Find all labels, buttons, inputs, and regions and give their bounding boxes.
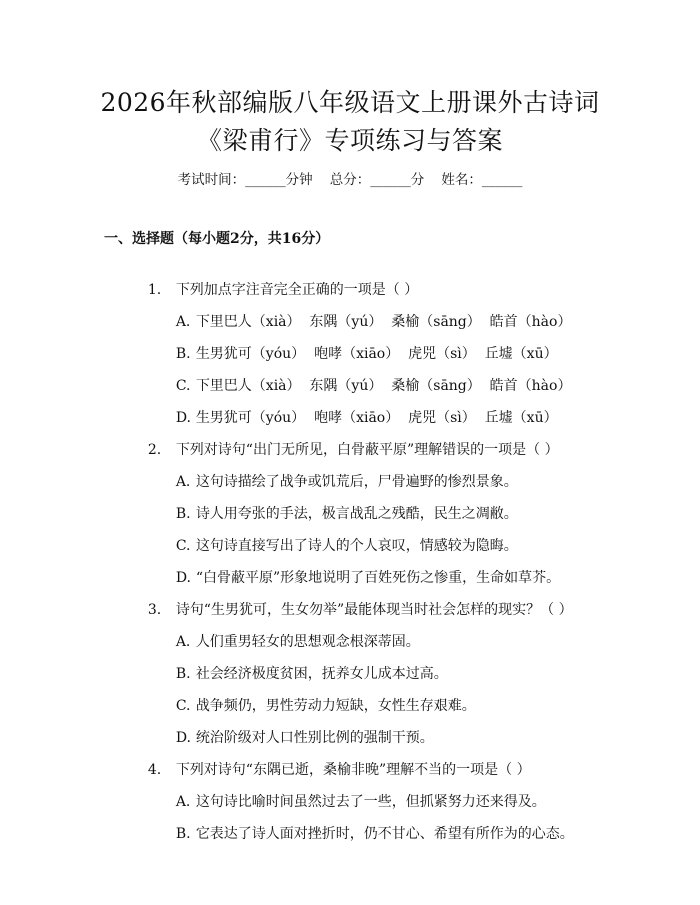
option-label: A. bbox=[175, 474, 191, 490]
option-text: 这句诗比喻时间虽然过去了一些，但抓紧努力还来得及。 bbox=[195, 794, 546, 810]
question-number: 1. bbox=[147, 282, 162, 298]
option-label: D. bbox=[175, 410, 191, 426]
option-label: B. bbox=[175, 506, 191, 522]
option-label: B. bbox=[175, 666, 191, 682]
question-number: 3. bbox=[147, 602, 162, 618]
option-4b bbox=[158, 804, 574, 864]
option-label: D. bbox=[175, 570, 191, 586]
option-label: A. bbox=[175, 314, 191, 330]
option-label: B. bbox=[175, 346, 191, 362]
option-text: 生男犹可（yóu） 咆哮（xiāo） 虎兕（sì） 丘墟（xū） bbox=[195, 346, 558, 362]
option-text: 战争频仍，男性劳动力短缺，女性生存艰难。 bbox=[195, 698, 476, 714]
option-label: C. bbox=[175, 698, 191, 714]
section-heading: 一、选择题（每小题2分，共16分） bbox=[104, 231, 330, 247]
document-title-line1: 2026年秋部编版八年级语文上册课外古诗词 bbox=[100, 88, 600, 117]
option-text: “白骨蔽平原”形象地说明了百姓死伤之惨重，生命如草芥。 bbox=[195, 570, 561, 586]
option-label: A. bbox=[175, 794, 191, 810]
question-stem: 下列加点字注音完全正确的一项是（ ） bbox=[175, 282, 419, 298]
option-text: 诗人用夸张的手法，极言战乱之残酷，民生之凋敝。 bbox=[195, 506, 518, 522]
option-label: C. bbox=[175, 538, 191, 554]
document-title-line2: 《梁甫行》专项练习与答案 bbox=[196, 126, 503, 155]
option-text: 人们重男轻女的思想观念根深蒂固。 bbox=[195, 634, 420, 650]
question-stem: 下列对诗句“东隅已逝，桑榆非晚”理解不当的一项是（ ） bbox=[175, 762, 531, 778]
option-text: 这句诗描绘了战争或饥荒后，尸骨遍野的惨烈景象。 bbox=[195, 474, 518, 490]
option-label: B. bbox=[175, 826, 191, 842]
question-stem: 诗句“生男犹可，生女勿举”最能体现当时社会怎样的现实？（ ） bbox=[175, 602, 573, 618]
option-text: 下里巴人（xià） 东隅（yú） 桑榆（sāng） 皓首（hào） bbox=[195, 378, 572, 394]
option-text: 社会经济极度贫困，抚养女儿成本过高。 bbox=[195, 666, 448, 682]
exam-meta-info: 考试时间：______分钟 总分：______分 姓名：______ bbox=[177, 172, 523, 188]
question-number: 4. bbox=[147, 762, 162, 778]
option-label: A. bbox=[175, 634, 191, 650]
option-text: 它表达了诗人面对挫折时，仍不甘心、希望有所作为的心态。 bbox=[195, 826, 574, 842]
question-stem: 下列对诗句“出门无所见，白骨蔽平原”理解错误的一项是（ ） bbox=[175, 442, 559, 458]
option-label: D. bbox=[175, 730, 191, 746]
option-text: 下里巴人（xià） 东隅（yú） 桑榆（sāng） 皓首（hào） bbox=[195, 314, 572, 330]
option-label: C. bbox=[175, 378, 191, 394]
option-text: 统治阶级对人口性别比例的强制干预。 bbox=[195, 730, 434, 746]
question-number: 2. bbox=[147, 442, 162, 458]
option-text: 生男犹可（yóu） 咆哮（xiāo） 虎兕（sì） 丘墟（xū） bbox=[195, 410, 558, 426]
option-text: 这句诗直接写出了诗人的个人哀叹，情感较为隐晦。 bbox=[195, 538, 518, 554]
